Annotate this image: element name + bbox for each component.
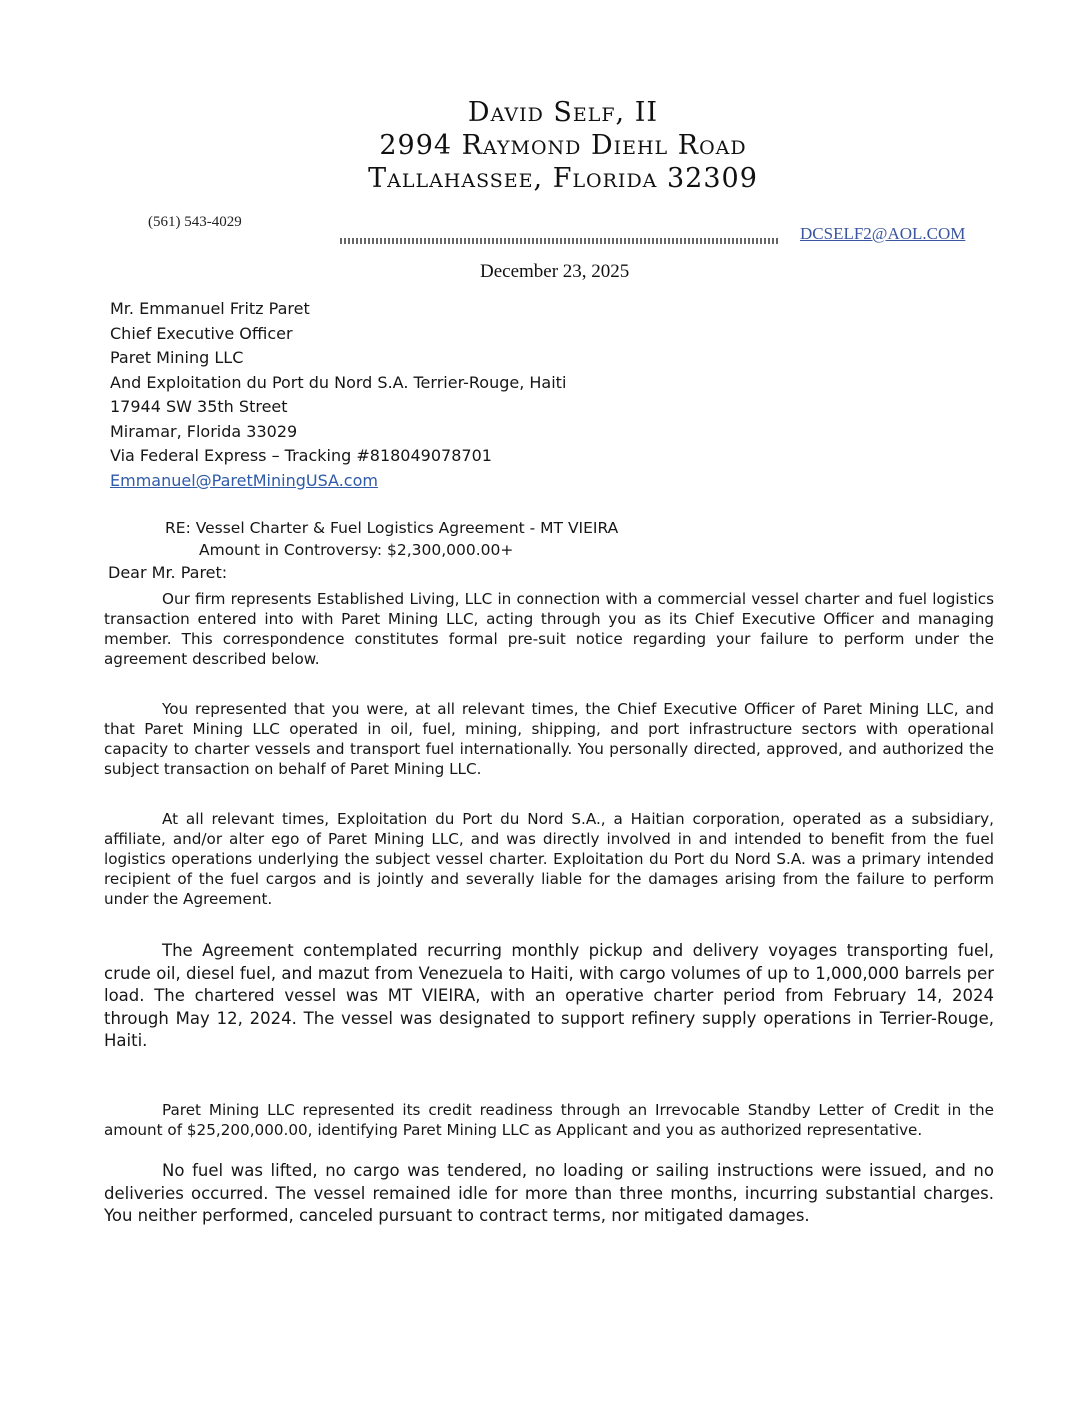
recipient-company: Paret Mining LLC [110, 348, 244, 367]
body-paragraph-4: The Agreement contemplated recurring monthly pickup and delivery voyages transporting fuel, crude oil, diesel fuel, and mazut from Venezuela to Haiti, with cargo volumes of up to 1,000,000 barrels per load. The chartered vessel was MT VIEIRA, with an operative charter period from February 14, 2024 through May 12, 2024. The vessel was designated to support refinery supply operations in Terrier-Rouge, Haiti. [104, 941, 994, 1050]
body-paragraph-6: No fuel was lifted, no cargo was tendered, no loading or sailing instructions were issued, and no deliveries occurred. The vessel remained idle for more than three months, incurring substantial charges. You neither performed, canceled pursuant to contract terms, nor mitigated damages. [104, 1161, 994, 1225]
recipient-street: 17944 SW 35th Street [110, 397, 288, 416]
letter-date: December 23, 2025 [480, 261, 630, 282]
body-paragraph-3: At all relevant times, Exploitation du Port du Nord S.A., a Haitian corporation, operated as a subsidiary, affiliate, and/or alter ego of Paret Mining LLC, and was directly involved in and intended to benefit from the fuel logistics operations underlying the subject vessel charter. Exploitation du Port du Nord S.A. was a primary intended recipient of the fuel cargos and is jointly and severally liable for the damages arising from the failure to perform under the Agreement. [104, 810, 994, 908]
sender-email: DCSELF2@AOL.COM [800, 224, 966, 243]
recipient-name: Mr. Emmanuel Fritz Paret [110, 299, 310, 318]
recipient-title: Chief Executive Officer [110, 323, 293, 343]
letterhead-city: Tallahassee, Florida 32309 [368, 163, 758, 194]
body-paragraph-2: You represented that you were, at all relevant times, the Chief Executive Officer of Paret Mining LLC, and that Paret Mining LLC operated in oil, fuel, mining, shipping, and port infrastructure sectors with operational capacity to charter vessels and transport fuel internationally. You personally directed, approved, and authorized the subject transaction on behalf of Paret Mining LLC. [104, 700, 994, 778]
delivery-method: Via Federal Express – Tracking #818049078701 [110, 446, 492, 465]
recipient-city: Miramar, Florida 33029 [110, 421, 298, 441]
re-amount: Amount in Controversy: $2,300,000.00+ [199, 541, 514, 559]
recipient-email-link[interactable]: Emmanuel@ParetMiningUSA.com [110, 470, 378, 490]
sender-phone: (561) 543-4029 [148, 214, 242, 230]
re-subject: RE: Vessel Charter & Fuel Logistics Agreement - MT VIEIRA [165, 519, 619, 537]
recipient-address [110, 297, 566, 493]
body-paragraph-5: Paret Mining LLC represented its credit readiness through an Irrevocable Standby Letter of Credit in the amount of $25,200,000.00, identifying Paret Mining LLC as Applicant and you as authorized representative. [104, 1101, 994, 1139]
salutation: Dear Mr. Paret: [108, 563, 228, 582]
body-paragraph-1: Our firm represents Established Living, LLC in connection with a commercial vessel charter and fuel logistics transaction entered into with Paret Mining LLC, acting through you as its Chief Executive Officer and managing member. This correspondence constitutes formal pre-suit notice regarding your failure to perform under the agreement described below. [104, 590, 994, 668]
letterhead [0, 96, 1086, 195]
recipient-company-secondary: And Exploitation du Port du Nord S.A. Terrier-Rouge, Haiti [110, 372, 567, 392]
re-block [165, 517, 618, 561]
letterhead-street: 2994 Raymond Diehl Road [379, 130, 747, 161]
letterhead-name: David Self, II [467, 97, 659, 128]
letterhead-divider [340, 238, 780, 244]
